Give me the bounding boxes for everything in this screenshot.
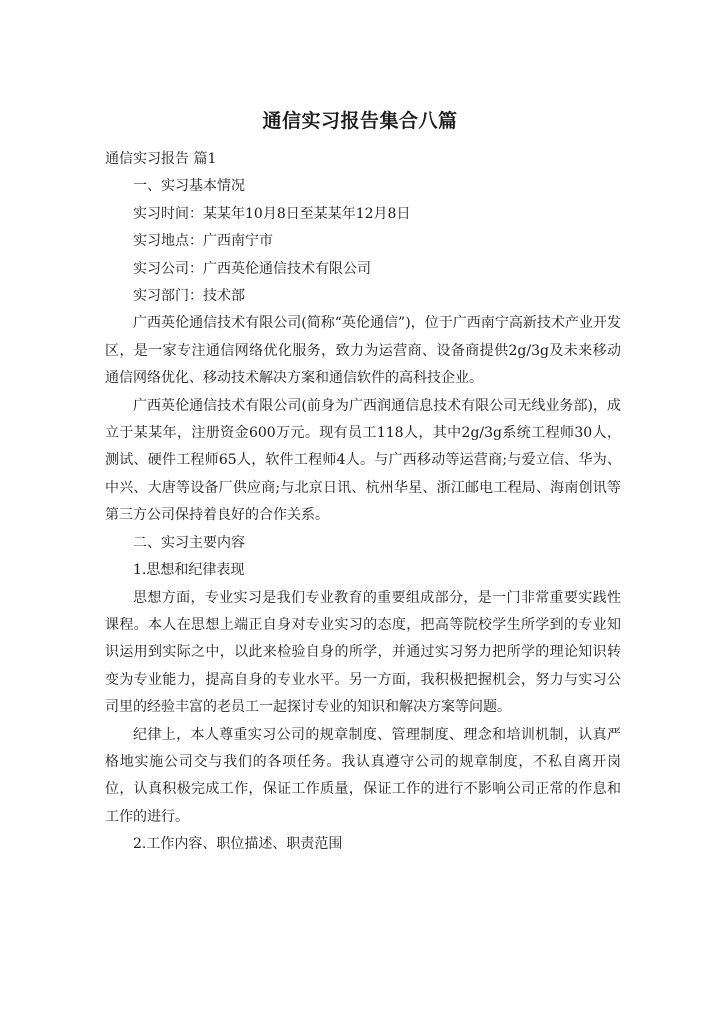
info-line-department: 实习部门：技术部 (133, 288, 245, 305)
body-paragraph: 思想方面，专业实习是我们专业教育的重要组成部分，是一门非常重要实践性课程。本人在思想上端正自身对专业实习的态度，把高等院校学生所学到的专业知识运用到实际之中，以此来检验自身的所学，并通过实习努力把所学的理论知识转变为专业能力，提高自身的专业水平。另一方面，我积极把握机会，努力与实习公司里的经验丰富的老员工一起探讨专业的知识和解决方案等问题。 (105, 589, 621, 716)
document-title: 通信实习报告集合八篇 (262, 110, 458, 132)
subsection-heading: 二、实习主要内容 (133, 534, 245, 551)
section-heading: 通信实习报告 篇1 (105, 151, 217, 167)
body-paragraph: 广西英伦通信技术有限公司(前身为广西润通信息技术有限公司无线业务部)，成立于某某年，注册资金600万元。现有员工118人，其中2g/3g系统工程师30人，测试、硬件工程师65人，软件工程师4人。与广西移动等运营商;与爱立信、华为、中兴、大唐等设备厂供应商;与北京日讯、杭州华星、浙江邮电工程局、海南创讯等第三方公司保持着良好的合作关系。 (105, 397, 621, 524)
subsection-heading: 一、实习基本情况 (133, 178, 245, 195)
body-paragraph: 纪律上，本人尊重实习公司的规章制度、管理制度、理念和培训机制，认真严格地实施公司交与我们的各项任务。我认真遵守公司的规章制度，不私自离开岗位，认真积极完成工作，保证工作质量，保证工作的进行不影响公司正常的作息和工作的进行。 (105, 726, 621, 825)
subsection-heading: 2.工作内容、职位描述、职责范围 (133, 836, 343, 853)
document-body (105, 146, 621, 859)
body-paragraph: 广西英伦通信技术有限公司(简称“英伦通信”)，位于广西南宁高新技术产业开发区，是一家专注通信网络优化服务，致力为运营商、设备商提供2g/3g及未来移动通信网络优化、移动技术解决方案和通信软件的高科技企业。 (105, 315, 621, 387)
info-line-company: 实习公司：广西英伦通信技术有限公司 (133, 260, 371, 277)
subsection-heading: 1.思想和纪律表现 (133, 562, 245, 579)
info-line-location: 实习地点：广西南宁市 (133, 233, 273, 250)
info-line-time: 实习时间：某某年10月8日至某某年12月8日 (133, 205, 411, 222)
